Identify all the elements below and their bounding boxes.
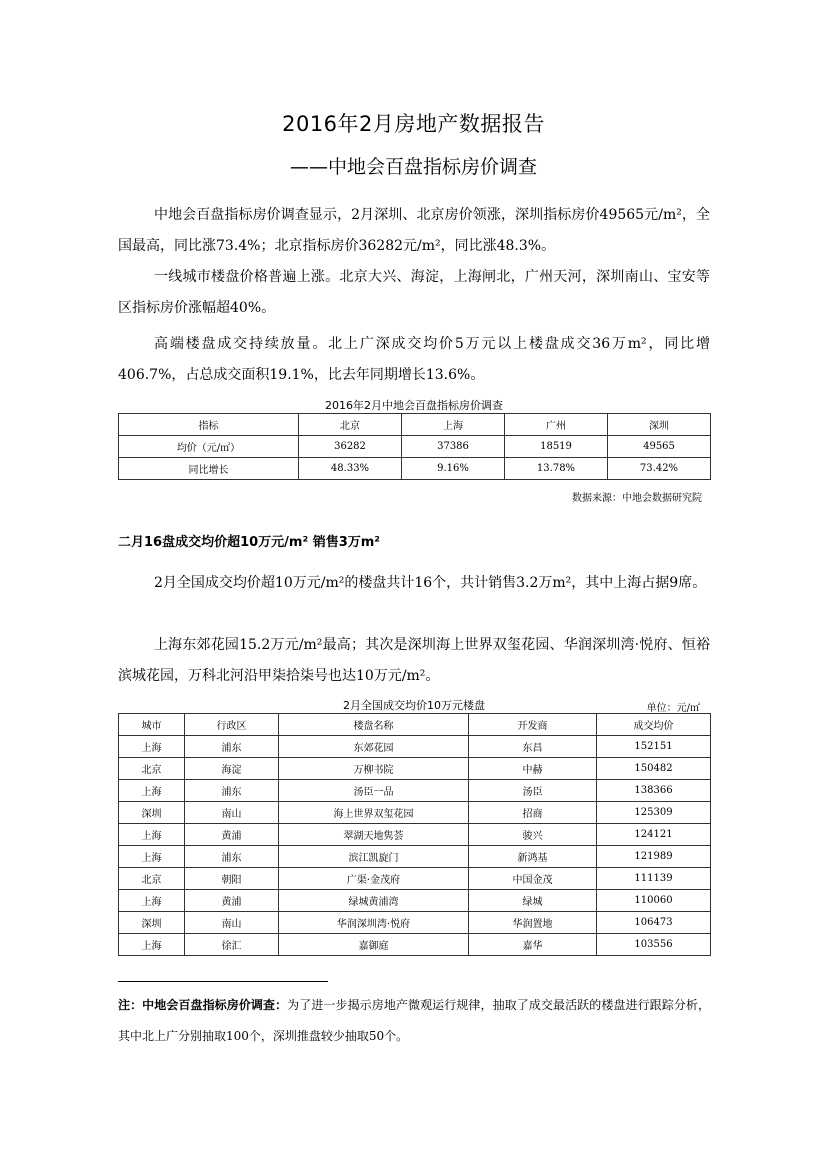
luxury-projects-table xyxy=(118,713,711,956)
header-cell: 北京 xyxy=(299,414,402,436)
paragraph-1: 中地会百盘指标房价调查显示，2月深圳、北京房价领涨，深圳指标房价49565元/m²，全国最高，同比涨73.4%；北京指标房价36282元/m²，同比涨48.3%。 xyxy=(118,207,710,254)
table-cell: 36282 xyxy=(299,436,402,458)
footnote-divider xyxy=(118,981,328,982)
header-cell: 上海 xyxy=(402,414,505,436)
table-cell: 海上世界双玺花园 xyxy=(279,802,469,824)
table-cell: 招商 xyxy=(469,802,597,824)
table-cell: 110060 xyxy=(597,890,711,912)
table-row xyxy=(119,846,711,868)
table-cell: 广渠·金茂府 xyxy=(279,868,469,890)
table-cell: 华润置地 xyxy=(469,912,597,934)
paragraph-3: 高端楼盘成交持续放量。北上广深成交均价5万元以上楼盘成交36万m²，同比增406.7%，占总成交面积19.1%，比去年同期增长13.6%。 xyxy=(118,336,710,383)
table-row xyxy=(119,458,711,480)
table-cell: 朝阳 xyxy=(185,868,279,890)
table-cell: 北京 xyxy=(119,758,185,780)
table-cell: 138366 xyxy=(597,780,711,802)
table-cell: 73.42% xyxy=(608,458,711,480)
table-cell: 上海 xyxy=(119,890,185,912)
table-cell: 徐汇 xyxy=(185,934,279,956)
table-cell: 上海 xyxy=(119,846,185,868)
table-cell: 嘉御庭 xyxy=(279,934,469,956)
table2-unit: 单位：元/㎡ xyxy=(646,703,700,714)
header-cell: 城市 xyxy=(119,714,185,736)
table-cell: 深圳 xyxy=(119,912,185,934)
table-cell: 滨江凯旋门 xyxy=(279,846,469,868)
header-cell: 行政区 xyxy=(185,714,279,736)
table-cell: 上海 xyxy=(119,824,185,846)
table-cell: 中国金茂 xyxy=(469,868,597,890)
table-cell: 18519 xyxy=(505,436,608,458)
table-cell: 125309 xyxy=(597,802,711,824)
table-cell: 绿城黄浦湾 xyxy=(279,890,469,912)
table-cell: 南山 xyxy=(185,802,279,824)
table-row xyxy=(119,758,711,780)
paragraph-5: 上海东郊花园15.2万元/m²最高；其次是深圳海上世界双玺花园、华润深圳湾·悦府、恒裕滨城花园，万科北河沿甲柒拾柒号也达10万元/m²。 xyxy=(118,637,710,684)
table-cell: 东昌 xyxy=(469,736,597,758)
paragraph-2: 一线城市楼盘价格普遍上涨。北京大兴、海淀，上海闸北，广州天河，深圳南山、宝安等区指标房价涨幅超40%。 xyxy=(118,269,710,316)
table-cell: 13.78% xyxy=(505,458,608,480)
table-cell: 均价（元/㎡） xyxy=(119,436,299,458)
header-cell: 楼盘名称 xyxy=(279,714,469,736)
header-cell: 广州 xyxy=(505,414,608,436)
data-source: 数据来源：中地会数据研究院 xyxy=(572,493,702,504)
table-cell: 黄浦 xyxy=(185,890,279,912)
header-cell: 深圳 xyxy=(608,414,711,436)
table-cell: 万柳书院 xyxy=(279,758,469,780)
table-cell: 49565 xyxy=(608,436,711,458)
table-cell: 浦东 xyxy=(185,780,279,802)
header-cell: 开发商 xyxy=(469,714,597,736)
table-cell: 111139 xyxy=(597,868,711,890)
table-header-row xyxy=(119,714,711,736)
table2-caption: 2月全国成交均价10万元楼盘 xyxy=(343,699,485,712)
footnote-label: 注：中地会百盘指标房价调查： xyxy=(118,998,288,1012)
table-cell: 黄浦 xyxy=(185,824,279,846)
table-cell: 华润深圳湾·悦府 xyxy=(279,912,469,934)
table-cell: 同比增长 xyxy=(119,458,299,480)
table-cell: 浦东 xyxy=(185,736,279,758)
table-cell: 37386 xyxy=(402,436,505,458)
table-row xyxy=(119,780,711,802)
table-cell: 翠湖天地隽荟 xyxy=(279,824,469,846)
table-cell: 103556 xyxy=(597,934,711,956)
table-cell: 上海 xyxy=(119,934,185,956)
table-cell: 106473 xyxy=(597,912,711,934)
table-cell: 150482 xyxy=(597,758,711,780)
table-cell: 中赫 xyxy=(469,758,597,780)
table-row xyxy=(119,736,711,758)
table-cell: 新鸿基 xyxy=(469,846,597,868)
table-cell: 121989 xyxy=(597,846,711,868)
table-cell: 48.33% xyxy=(299,458,402,480)
report-title: 2016年2月房地产数据报告 xyxy=(282,112,545,136)
table-header-row xyxy=(119,414,711,436)
table-row xyxy=(119,824,711,846)
table-cell: 海淀 xyxy=(185,758,279,780)
table-cell: 上海 xyxy=(119,780,185,802)
table-row xyxy=(119,890,711,912)
table-row xyxy=(119,868,711,890)
table-cell: 汤臣 xyxy=(469,780,597,802)
footnote xyxy=(118,990,710,1052)
section-heading: 二月16盘成交均价超10万元/m² 销售3万m² xyxy=(118,535,380,550)
table-cell: 浦东 xyxy=(185,846,279,868)
table-cell: 124121 xyxy=(597,824,711,846)
table-row xyxy=(119,802,711,824)
report-subtitle: ——中地会百盘指标房价调查 xyxy=(289,156,537,178)
price-index-table xyxy=(118,413,711,480)
table-cell: 东郊花园 xyxy=(279,736,469,758)
table-cell: 9.16% xyxy=(402,458,505,480)
table-row xyxy=(119,912,711,934)
table-cell: 嘉华 xyxy=(469,934,597,956)
paragraph-4: 2月全国成交均价超10万元/m²的楼盘共计16个，共计销售3.2万m²，其中上海占据9席。 xyxy=(154,575,707,591)
table1-caption: 2016年2月中地会百盘指标房价调查 xyxy=(325,399,503,412)
table-cell: 上海 xyxy=(119,736,185,758)
table-cell: 绿城 xyxy=(469,890,597,912)
table-cell: 北京 xyxy=(119,868,185,890)
table-cell: 152151 xyxy=(597,736,711,758)
table-cell: 汤臣一品 xyxy=(279,780,469,802)
header-cell: 指标 xyxy=(119,414,299,436)
table-cell: 深圳 xyxy=(119,802,185,824)
table-row xyxy=(119,436,711,458)
table-row xyxy=(119,934,711,956)
table-cell: 南山 xyxy=(185,912,279,934)
footnote-text: 为了进一步揭示房地产微观运行规律，抽取了成交最活跃的楼盘进行跟踪分析，其中北上广分别抽取100个，深圳推盘较少抽取50个。 xyxy=(118,998,710,1043)
table-cell: 骏兴 xyxy=(469,824,597,846)
header-cell: 成交均价 xyxy=(597,714,711,736)
